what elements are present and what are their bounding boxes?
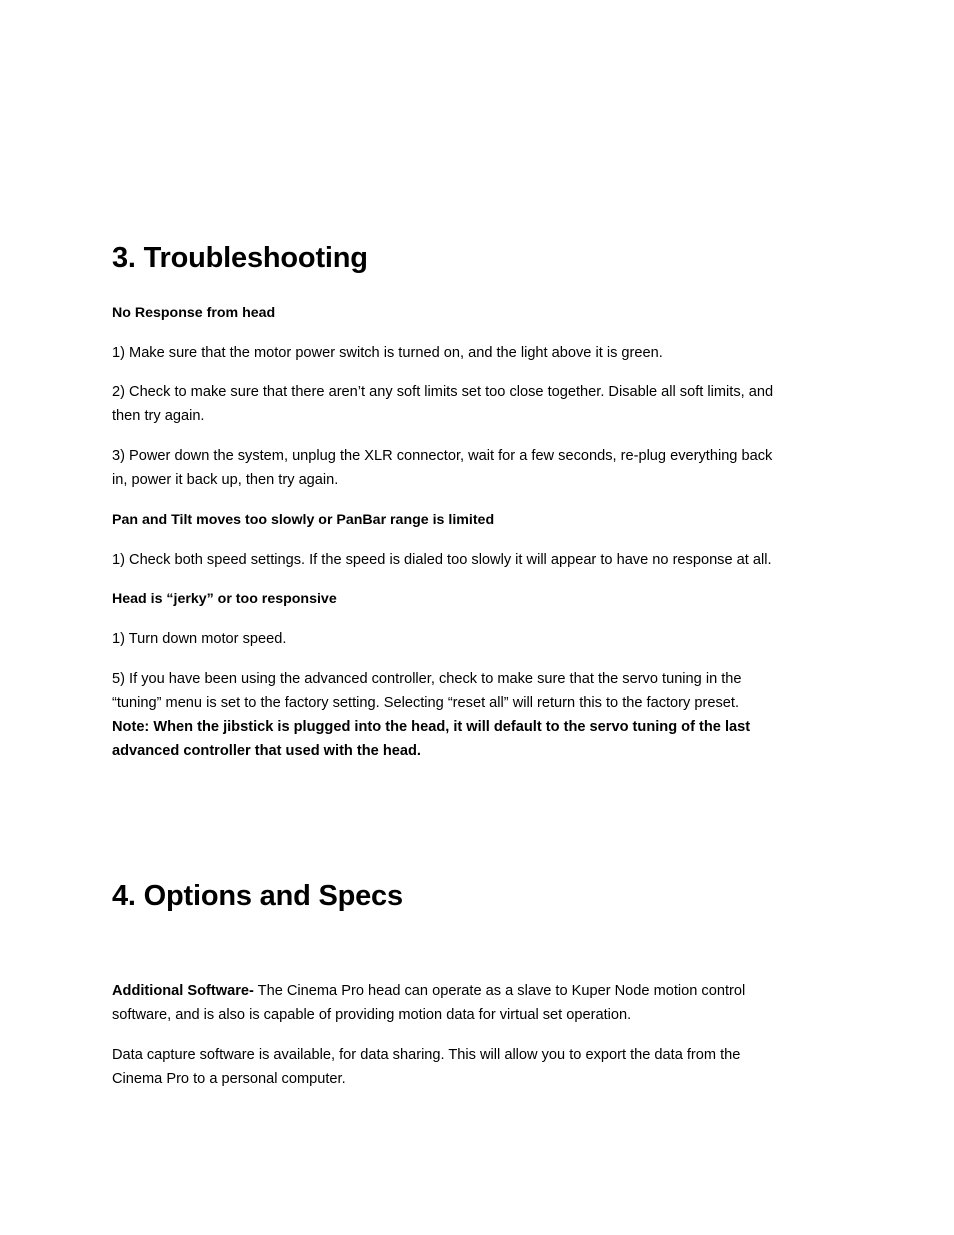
paragraph-additional-software	[112, 979, 840, 1027]
note-line: Note: When the jibstick is plugged into the head, it will default to the servo tuning of the last	[112, 719, 751, 735]
note-line: advanced controller that used with the head.	[112, 743, 421, 759]
subheading-pan-tilt: Pan and Tilt moves too slowly or PanBar range is limited	[112, 512, 495, 528]
text-line: 5) If you have been using the advanced controller, check to make sure that the servo tuning in the	[112, 671, 742, 687]
text-line: in, power it back up, then try again.	[112, 472, 339, 488]
paragraph-data-capture	[112, 1043, 840, 1091]
text-line: then try again.	[112, 408, 205, 424]
text-line: 1) Check both speed settings. If the speed is dialed too slowly it will appear to have no response at all.	[112, 552, 772, 568]
text-line: Cinema Pro to a personal computer.	[112, 1071, 346, 1087]
subheading-jerky: Head is “jerky” or too responsive	[112, 591, 337, 607]
subheading-no-response: No Response from head	[112, 305, 276, 321]
text-run: The Cinema Pro head can operate as a slave to Kuper Node motion control	[253, 983, 746, 999]
text-line: software, and is also is capable of providing motion data for virtual set operation.	[112, 1007, 632, 1023]
paragraph-item	[112, 444, 840, 492]
section-heading-options-specs: 4. Options and Specs	[112, 880, 403, 912]
text-line: 1) Turn down motor speed.	[112, 631, 287, 647]
paragraph-item	[112, 341, 840, 365]
paragraph-item	[112, 380, 840, 428]
text-line: Data capture software is available, for data sharing. This will allow you to export the data from the	[112, 1047, 741, 1063]
paragraph-item	[112, 627, 840, 651]
text-line: 2) Check to make sure that there aren’t any soft limits set too close together. Disable all soft limits, and	[112, 384, 774, 400]
paragraph-item	[112, 548, 840, 572]
text-line: “tuning” menu is set to the factory setting. Selecting “reset all” will return this to the factory preset.	[112, 695, 739, 711]
text-line: 3) Power down the system, unplug the XLR connector, wait for a few seconds, re-plug everything back	[112, 448, 773, 464]
section-heading-troubleshooting: 3. Troubleshooting	[112, 242, 368, 274]
paragraph-item	[112, 667, 840, 763]
inline-label: Additional Software-	[112, 983, 254, 999]
text-line: 1) Make sure that the motor power switch is turned on, and the light above it is green.	[112, 345, 663, 361]
